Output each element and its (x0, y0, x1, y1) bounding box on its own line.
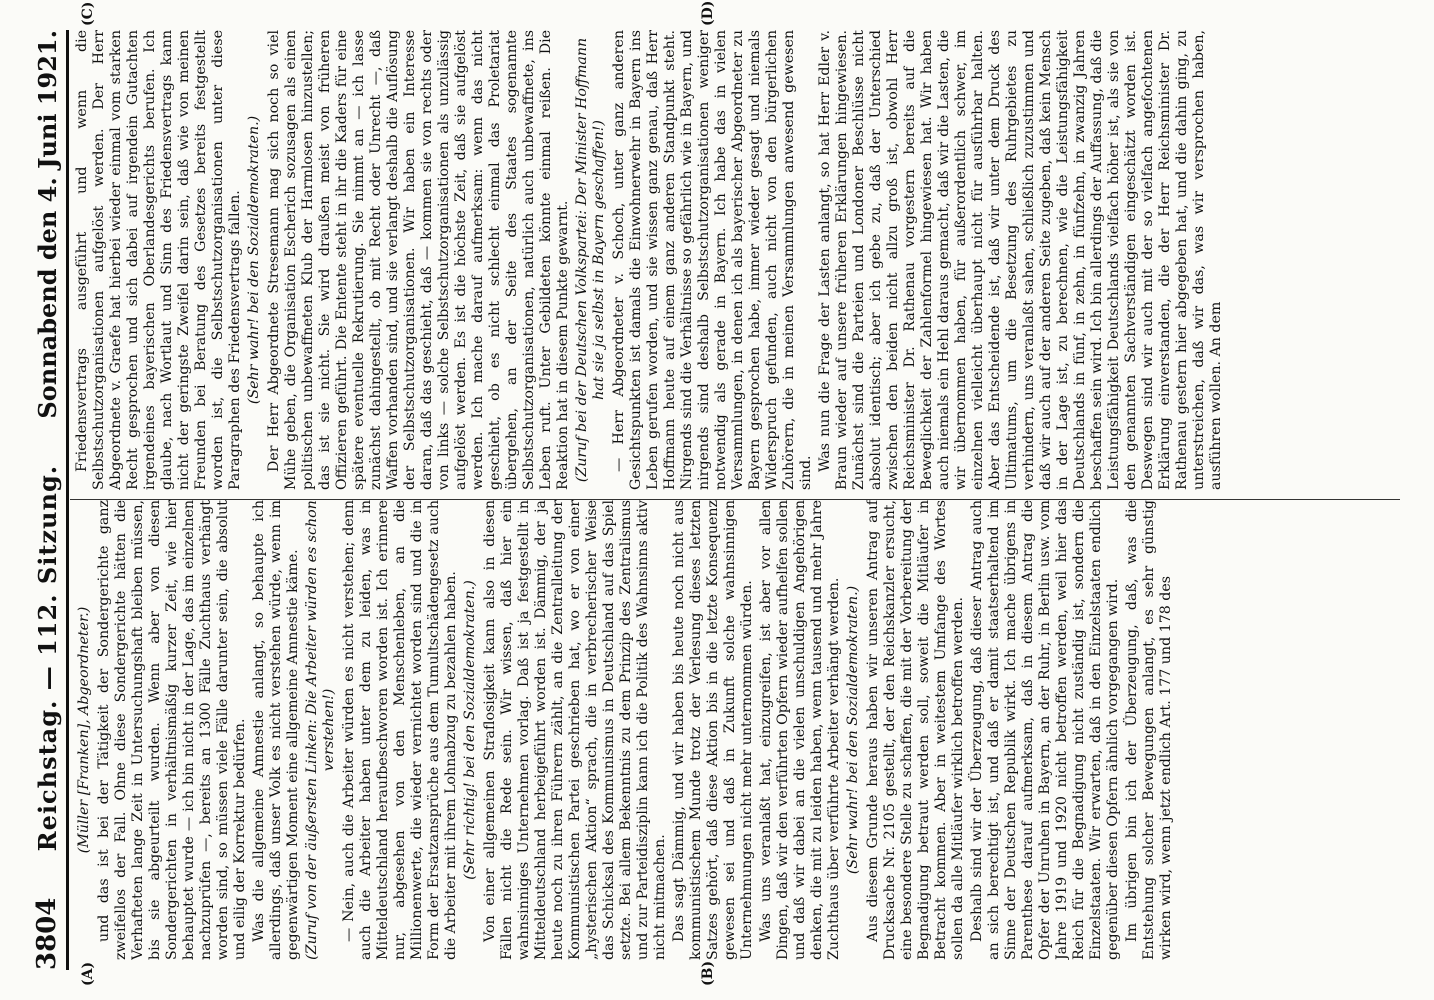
paragraph: Im übrigen bin ich der Überzeugung, daß, was die Entstehung solcher Bewegungen anlangt, es sehr günstig wirken wird, wenn jetzt endlich Art. 177 und 178 des (1124, 500, 1174, 960)
paragraph: Das sagt Dämmig, und wir haben bis heute noch nicht aus kommunistischem Munde trotz der Verlesung dieses letzten Satzes gehört, daß diese Aktion bis in die letzte Konsequenz gewesen sei und daß in Zukunft solche wahnsinnigen Unternehmungen nicht mehr unternommen würden. (671, 500, 755, 960)
page-number: 3804 (32, 897, 62, 970)
interjection: (Sehr richtig! bei den Sozialdemokraten.) (462, 580, 478, 880)
margin-marker-b: (B) (700, 960, 716, 986)
paragraph: Deshalb sind wir der Überzeugung, daß dieser Antrag auch an sich berechtigt ist, und daß er damit staatserhaltend im Sinne der Deutschen Republik wirkt. Ich mache übrigens in Parenthese darauf aufmerksam, daß in diesem Antrag die Opfer der Unruhen in Bayern, an der Ruhr, in Berlin usw. vom Jahre 1919 und 1920 nicht betroffen werden, weil hier das Reich für die Begnadigung nicht zuständig ist, sondern die Einzelstaaten. Wir erwarten, daß in den Einzelstaaten endlich gegenüber diesen Opfern ähnlich vorgegangen wird. (969, 500, 1121, 960)
paragraph: Friedensvertrags ausgeführt und wenn die Selbstschutzorganisationen aufgelöst werden. Der Herr Abgeordnete v. Graefe hat hierbei wieder einmal vom starken Recht gesprochen und sich dabei auf irgendein Gutachten irgendeines bayerischen Oberlandesgerichts berufen. Ich glaube, nach Wortlaut und Sinn des Friedensvertrags kann nicht der geringste Zweifel darin sein, daß wie von meinen Freunden bei Beratung des Gesetzes bereits festgestellt worden ist, die Selbstschutzorganisationen unter diese Paragraphen des Friedensvertrags fallen. (74, 30, 243, 490)
speaker-line: (Müller [Franken], Abgeordneter.) (76, 606, 92, 854)
page-header (22, 30, 69, 970)
interjection: (Zuruf bei der Deutschen Volkspartei: Der Minister Hoffmann hat sie ja selbst in Bayern geschaffen!) (574, 37, 607, 483)
paragraph: Was nun die Frage der Lasten anlangt, so hat Herr Edler v. Braun wieder auf unsere früheren Erklärungen hingewiesen. Zunächst sind die Parteien und Londoner Beschlüsse nicht absolut identisch; aber ich gebe zu, daß der Unterschied zwischen den beiden nicht allzu groß ist, obwohl Herr Reichsminister Dr. Rathenau vorgestern bereits auf die Beweglichkeit der Zahlenformel hingewiesen hat. Wir haben auch niemals ein Hehl daraus gemacht, daß wir die Lasten, die wir übernommen haben, für außerordentlich schwer, im einzelnen vielleicht überhaupt nicht für ausführbar halten. Aber das Entscheidende ist, daß wir unter dem Druck des Ultimatums, um die Besetzung des Ruhrgebietes zu verhindern, uns veranlaßt sahen, schließlich zuzustimmen und daß wir auch auf der anderen Seite zugeben, daß kein Mensch in der Lage ist, zu berechnen, wie die Leistungsfähigkeit Deutschlands in fünf, in zehn, in fünfzehn, in zwanzig Jahren beschaffen sein wird. Ich bin allerdings der Auffassung, daß die Leistungsfähigkeit Deutschlands vielfach höher ist, als sie von den genannten Sachverständigen eingeschätzt worden ist. Deswegen sind wir auch mit der so vielfach angefochtenen Erklärung einverstanden, die der Herr Reichsminister Dr. Rathenau gestern hier abgegeben hat, und die dahin ging, zu unterstreichen, daß wir das, was wir versprochen haben, ausführen wollen. An dem (817, 30, 1224, 490)
paragraph: Der Herr Abgeordnete Stresemann mag sich noch so viel Mühe geben, die Organisation Escherich sozusagen als einen politischen unbewaffneten Klub der Harmlosen hinzustellen; das ist sie nicht. Sie wird draußen meist von früheren Offizieren geführt. Die Entente steht in ihr die Kaders für eine spätere eventuelle Rekrutierung. Sie nimmt an — ich lasse zunächst dahingestellt, ob mit Recht oder Unrecht —, daß Waffen vorhanden sind, und sie verlangt deshalb die Auflösung der Selbstschutzorganisationen. Wir haben ein Interesse daran, daß das geschieht, daß — kommen sie von rechts oder von links — solche Selbstschutzorganisationen als unzulässig aufgelöst werden. Es ist die höchste Zeit, daß sie aufgelöst werden. Ich mache darauf aufmerksam: wenn das nicht geschieht, ob es nicht schlecht einmal das Proletariat übergehen, an der Seite des Staates sogenannte Selbstschutzorganisationen, natürlich auch unbewaffnete, ins Leben ruft. Unter Gebildeten könnte einmal reißen. Die Reaktion hat in diesem Punkte gewarnt. (266, 30, 571, 490)
margin-marker-d: (D) (700, 0, 716, 26)
paragraph: Was uns veranlaßt hat, einzugreifen, ist aber vor allen Dingen, daß wir den verführten Opfern wieder aufhelfen sollen und daß wir dabei an die vielen unschuldigen Angehörigen denken, die mit zu leiden haben, wenn tausend und mehr Jahre Zuchthaus über verführte Arbeiter verhängt werden. (758, 500, 842, 960)
paragraph: Aus diesem Grunde heraus haben wir unseren Antrag auf Drucksache Nr. 2105 gestellt, der den Reichskanzler ersucht, eine besondere Stelle zu schaffen, die mit der Vorbereitung der Begnadigung betraut werden soll, soweit die Mitläufer in Betracht kommen. Aber in weitestem Umfange des Wortes sollen da alle Mitläufer wirklich betroffen werden. (865, 500, 966, 960)
session-title: Reichstag. — 112. Sitzung. (33, 464, 62, 852)
paragraph: — Nein, auch die Arbeiter würden es nicht verstehen; denn auch die Arbeiter haben unter dem zu leiden, was in Mitteldeutschland heraufbeschworen worden ist. Ich erinnere nur, abgesehen von den Menschenleben, an die Millionenwerte, die wieder vernichtet worden sind und die in Form der Ersatzansprüche aus dem Tumultschädengesetz auch die Arbeiter mit ihrem Lohnabzug zu bezahlen haben. (341, 500, 459, 960)
interjection: (Sehr wahr! bei den Sozialdemokraten.) (845, 585, 861, 875)
paragraph: — Herr Abgeordneter v. Schoch, unter ganz anderen Gesichtspunkten ist damals die Einwohnerwehr in Bayern ins Leben gerufen worden, und sie wissen ganz genau, daß Herr Hoffmann heute auf einem ganz anderen Standpunkt steht. Nirgends sind die Verhältnisse so gefährlich wie in Bayern, und nirgends sind deshalb Selbstschutzorganisationen weniger notwendig als gerade in Bayern. Ich habe das in vielen Versammlungen, in denen ich als bayerischer Abgeordneter zu Bayern gesprochen habe, immer wieder gesagt und niemals Widerspruch gefunden, auch nicht von den bürgerlichen Zuhörern, die in meinen Versammlungen anwesend gewesen sind. (611, 30, 814, 490)
interjection: (Sehr wahr! bei den Sozialdemokraten.) (246, 115, 262, 405)
right-text-column (74, 30, 1394, 490)
session-date: Sonnabend den 4. Juni 1921. (33, 30, 62, 419)
column-divider (70, 499, 1400, 500)
interjection: (Zuruf von der äußersten Linken: Die Arbeiter würden es schon verstehen!) (304, 500, 337, 960)
margin-marker-a: (A) (80, 961, 96, 986)
paragraph: Was die allgemeine Amnestie anlangt, so behaupte ich allerdings, daß unser Volk es nicht verstehen würde, wenn im gegenwärtigen Moment eine allgemeine Amnestie käme. (251, 500, 301, 960)
left-text-column (74, 500, 1394, 960)
paragraph: Von einer allgemeinen Straflosigkeit kann also in diesen Fällen nicht die Rede sein. Wir wissen, daß hier ein wahnsinniges Unternehmen vorlag. Daß ist ja festgestellt in Mitteldeutschland herbeigeführt worden ist. Dämmig, der ja heute noch zu ihren Führern zählt, an die Zentralleitung der Kommunistischen Partei geschrieben hat, wo er von einer „hysterischen Aktion“ sprach, die in verbrecherischer Weise das Schicksal des Kommunismus in Deutschland auf das Spiel setzte. Bei allem Bekenntnis zu dem Prinzip des Zentralismus und zur Parteidisziplin kann ich die Politik des Wahnsinns aktiv nicht mitmachen. (482, 500, 668, 960)
paragraph: und das ist bei der Tätigkeit der Sondergerichte ganz zweifellos der Fall. Ohne diese Sondergerichte hätten die Verhafteten lange Zeit in Untersuchungshaft bleiben müssen, bis sie abgeurteilt wurden. Wenn aber von diesen Sondergerichten in verhältnismäßig kurzer Zeit, wie hier behauptet wurde — ich bin nicht in der Lage, das im einzelnen nachzuprüfen —, bereits an 1300 Fälle Zuchthaus verhängt worden sind, so müssen viele Fälle darunter sein, die absolut und eilig der Korrektur bedürfen. (96, 500, 248, 960)
margin-marker-c: (C) (80, 1, 96, 26)
